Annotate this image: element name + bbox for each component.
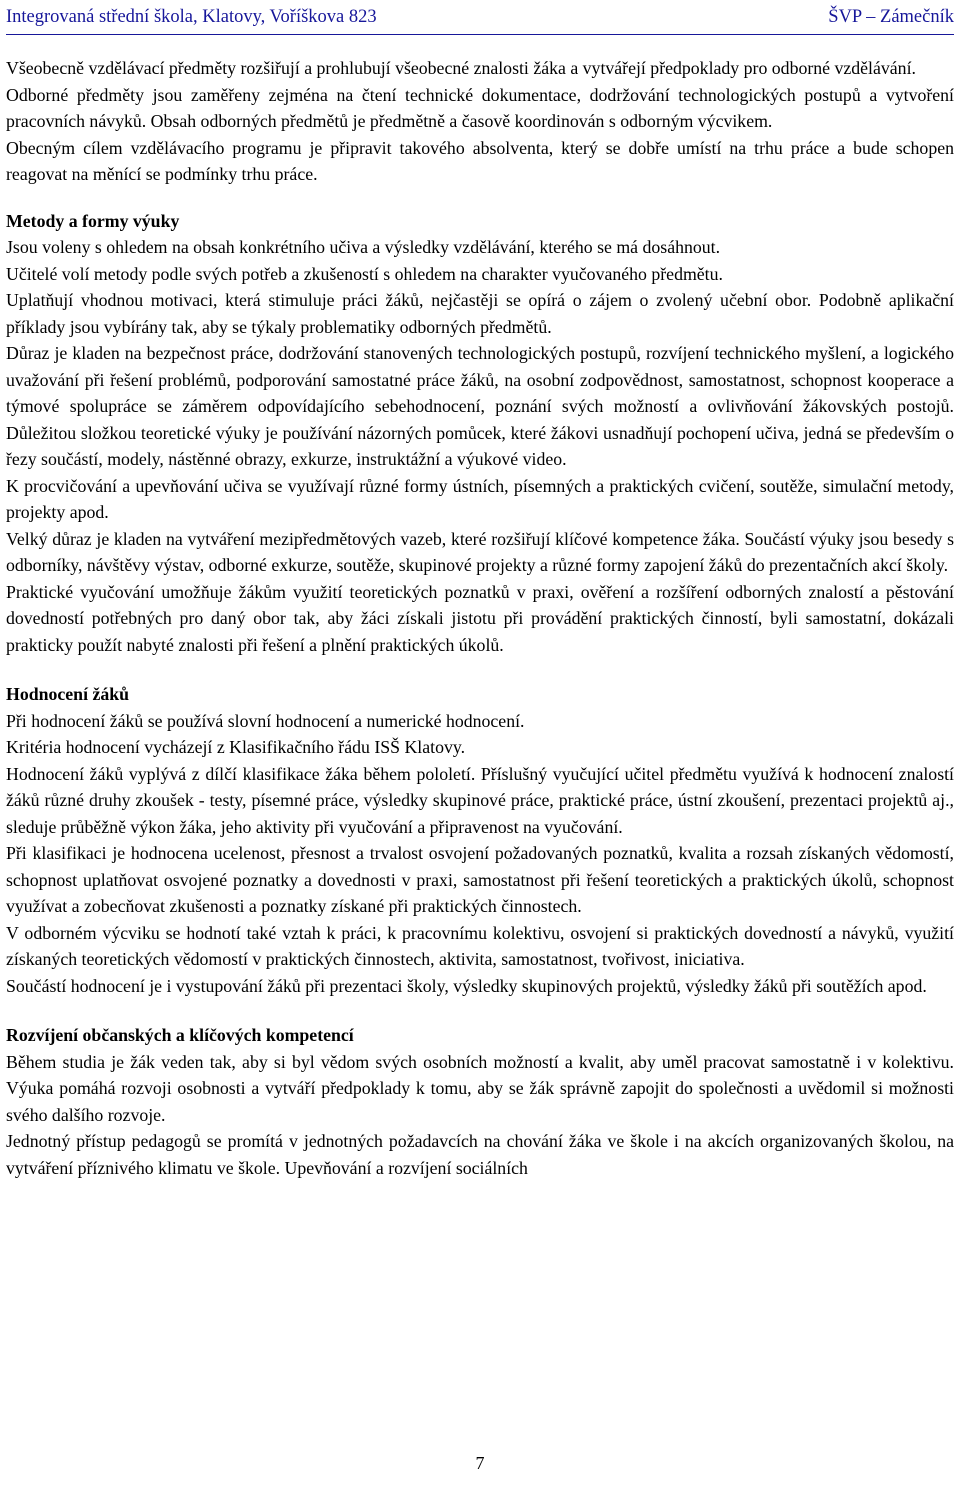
paragraph: Během studia je žák veden tak, aby si byl vědom svých osobních možností a kvalit, aby uměl pracovat samostatně i v kolektivu. Výuka pomáhá rozvoji osobnosti a vytváří předpoklady k tomu, aby se žák správně zapojit do společnosti a uvědomil si možnosti svého dalšího rozvoje. — [6, 1051, 954, 1125]
section-heading-assessment: Hodnocení žáků — [6, 684, 130, 704]
paragraph: Obecným cílem vzdělávacího programu je připravit takového absolventa, který se dobře umístí na trhu práce a bude schopen reagovat na měnící se podmínky trhu práce. — [6, 137, 954, 184]
paragraph: Důraz je kladen na bezpečnost práce, dodržování stanovených technologických postupů, rozvíjení technického myšlení, a logického uvažování při řešení problémů, podporování samostatné práce žáků, na osobní zodpovědnost, samostatnost, schopnost kooperace a týmové spolupráce se záměrem odpovídajícího sebehodnocení, poznání svých možností a ovlivňování žákovských postojů. Důležitou složkou teoretické výuky je používání názorných pomůcek, které žákovi usnadňují pochopení učiva, jedná se především o řezy součástí, modely, nástěnné obrazy, exkurze, instruktážní a výukové video. — [6, 343, 954, 469]
section-heading-competences: Rozvíjení občanských a klíčových kompetencí — [6, 1025, 354, 1045]
paragraph: Kritéria hodnocení vycházejí z Klasifikačního řádu ISŠ Klatovy. — [6, 737, 466, 757]
paragraph: K procvičování a upevňování učiva se využívají různé formy ústních, písemných a praktických cvičení, soutěže, simulační metody, projekty apod. — [6, 475, 954, 522]
section-heading-methods: Metody a formy výuky — [6, 210, 180, 231]
paragraph: Jednotný přístup pedagogů se promítá v jednotných požadavcích na chování žáka ve škole i na akcích organizovaných školou, na vytváření příznivého klimatu ve škole. Upevňování a rozvíjení sociálních — [6, 1131, 954, 1178]
paragraph: Hodnocení žáků vyplývá z dílčí klasifikace žáka během pololetí. Příslušný vyučující učitel předmětu využívá k hodnocení znalostí žáků různé druhy zkoušek - testy, písemné práce, výsledky skupinové práce, praktické práce, ústní zkoušení, prezentaci projektů aj., sleduje průběžně výkon žáka, jeho aktivity při vyučování a připravenost na vyučování. — [6, 763, 954, 837]
paragraph: Součástí hodnocení je i vystupování žáků při prezentaci školy, výsledky skupinových projektů, výsledky žáků při soutěžích apod. — [6, 975, 927, 996]
paragraph: Při hodnocení žáků se používá slovní hodnocení a numerické hodnocení. — [6, 710, 525, 731]
paragraph: Odborné předměty jsou zaměřeny zejména na čtení technické dokumentace, dodržování technologických postupů a vytvoření pracovních návyků. Obsah odborných předmětů je předmětně a časově koordinován s odborným výcvikem. — [6, 84, 954, 131]
paragraph: Praktické vyučování umožňuje žákům využití teoretických poznatků v praxi, ověření a rozšíření odborných znalostí a pěstování dovedností potřebných pro daný obor tak, aby žáci získali jistotu při provádění praktických činností, byli samostatní, dokázali prakticky použít nabyté znalosti při řešení a plnění praktických úkolů. — [6, 581, 954, 655]
header-program: ŠVP – Zámečník — [828, 7, 954, 27]
page-header — [6, 4, 954, 35]
paragraph: V odborném výcviku se hodnotí také vztah k práci, k pracovnímu kolektivu, osvojení si praktických dovedností a návyků, využití získaných teoretických vědomostí v praktických činnostech, aktivita, samostatnost, tvořivost, iniciativa. — [6, 922, 954, 969]
paragraph: Všeobecně vzdělávací předměty rozšiřují a prohlubují všeobecné znalosti žáka a vytvářejí předpoklady pro odborné vzdělávání. — [6, 58, 916, 78]
paragraph: Uplatňují vhodnou motivaci, která stimuluje práci žáků, nejčastěji se opírá o zájem o zvolený učební obor. Podobně aplikační příklady jsou vybírány tak, aby se týkaly problematiky odborných předmětů. — [6, 290, 954, 337]
header-school: Integrovaná střední škola, Klatovy, Voříškova 823 — [6, 7, 377, 27]
paragraph: Učitelé volí metody podle svých potřeb a zkušeností s ohledem na charakter vyučovaného předmětu. — [6, 263, 723, 284]
paragraph: Velký důraz je kladen na vytváření mezipředmětových vazeb, které rozšiřují klíčové kompetence žáka. Součástí výuky jsou besedy s odborníky, návštěvy výstav, odborné exkurze, soutěže, skupinové projekty a různé formy zapojení žáků do prezentačních akcí školy. — [6, 528, 954, 575]
page-content — [6, 55, 954, 1181]
paragraph: Jsou voleny s ohledem na obsah konkrétního učiva a výsledky vzdělávání, kterého se má dosáhnout. — [6, 237, 721, 257]
paragraph: Při klasifikaci je hodnocena ucelenost, přesnost a trvalost osvojení požadovaných poznatků, kvalita a rozsah získaných vědomostí, schopnost uplatňovat osvojené poznatky a dovednosti v praxi, samostatnost při řešení teoretických a praktických úkolů, schopnost využívat a zobecňovat zkušenosti a poznatky získané při praktických činnostech. — [6, 843, 954, 916]
page-number: 7 — [475, 1453, 485, 1473]
